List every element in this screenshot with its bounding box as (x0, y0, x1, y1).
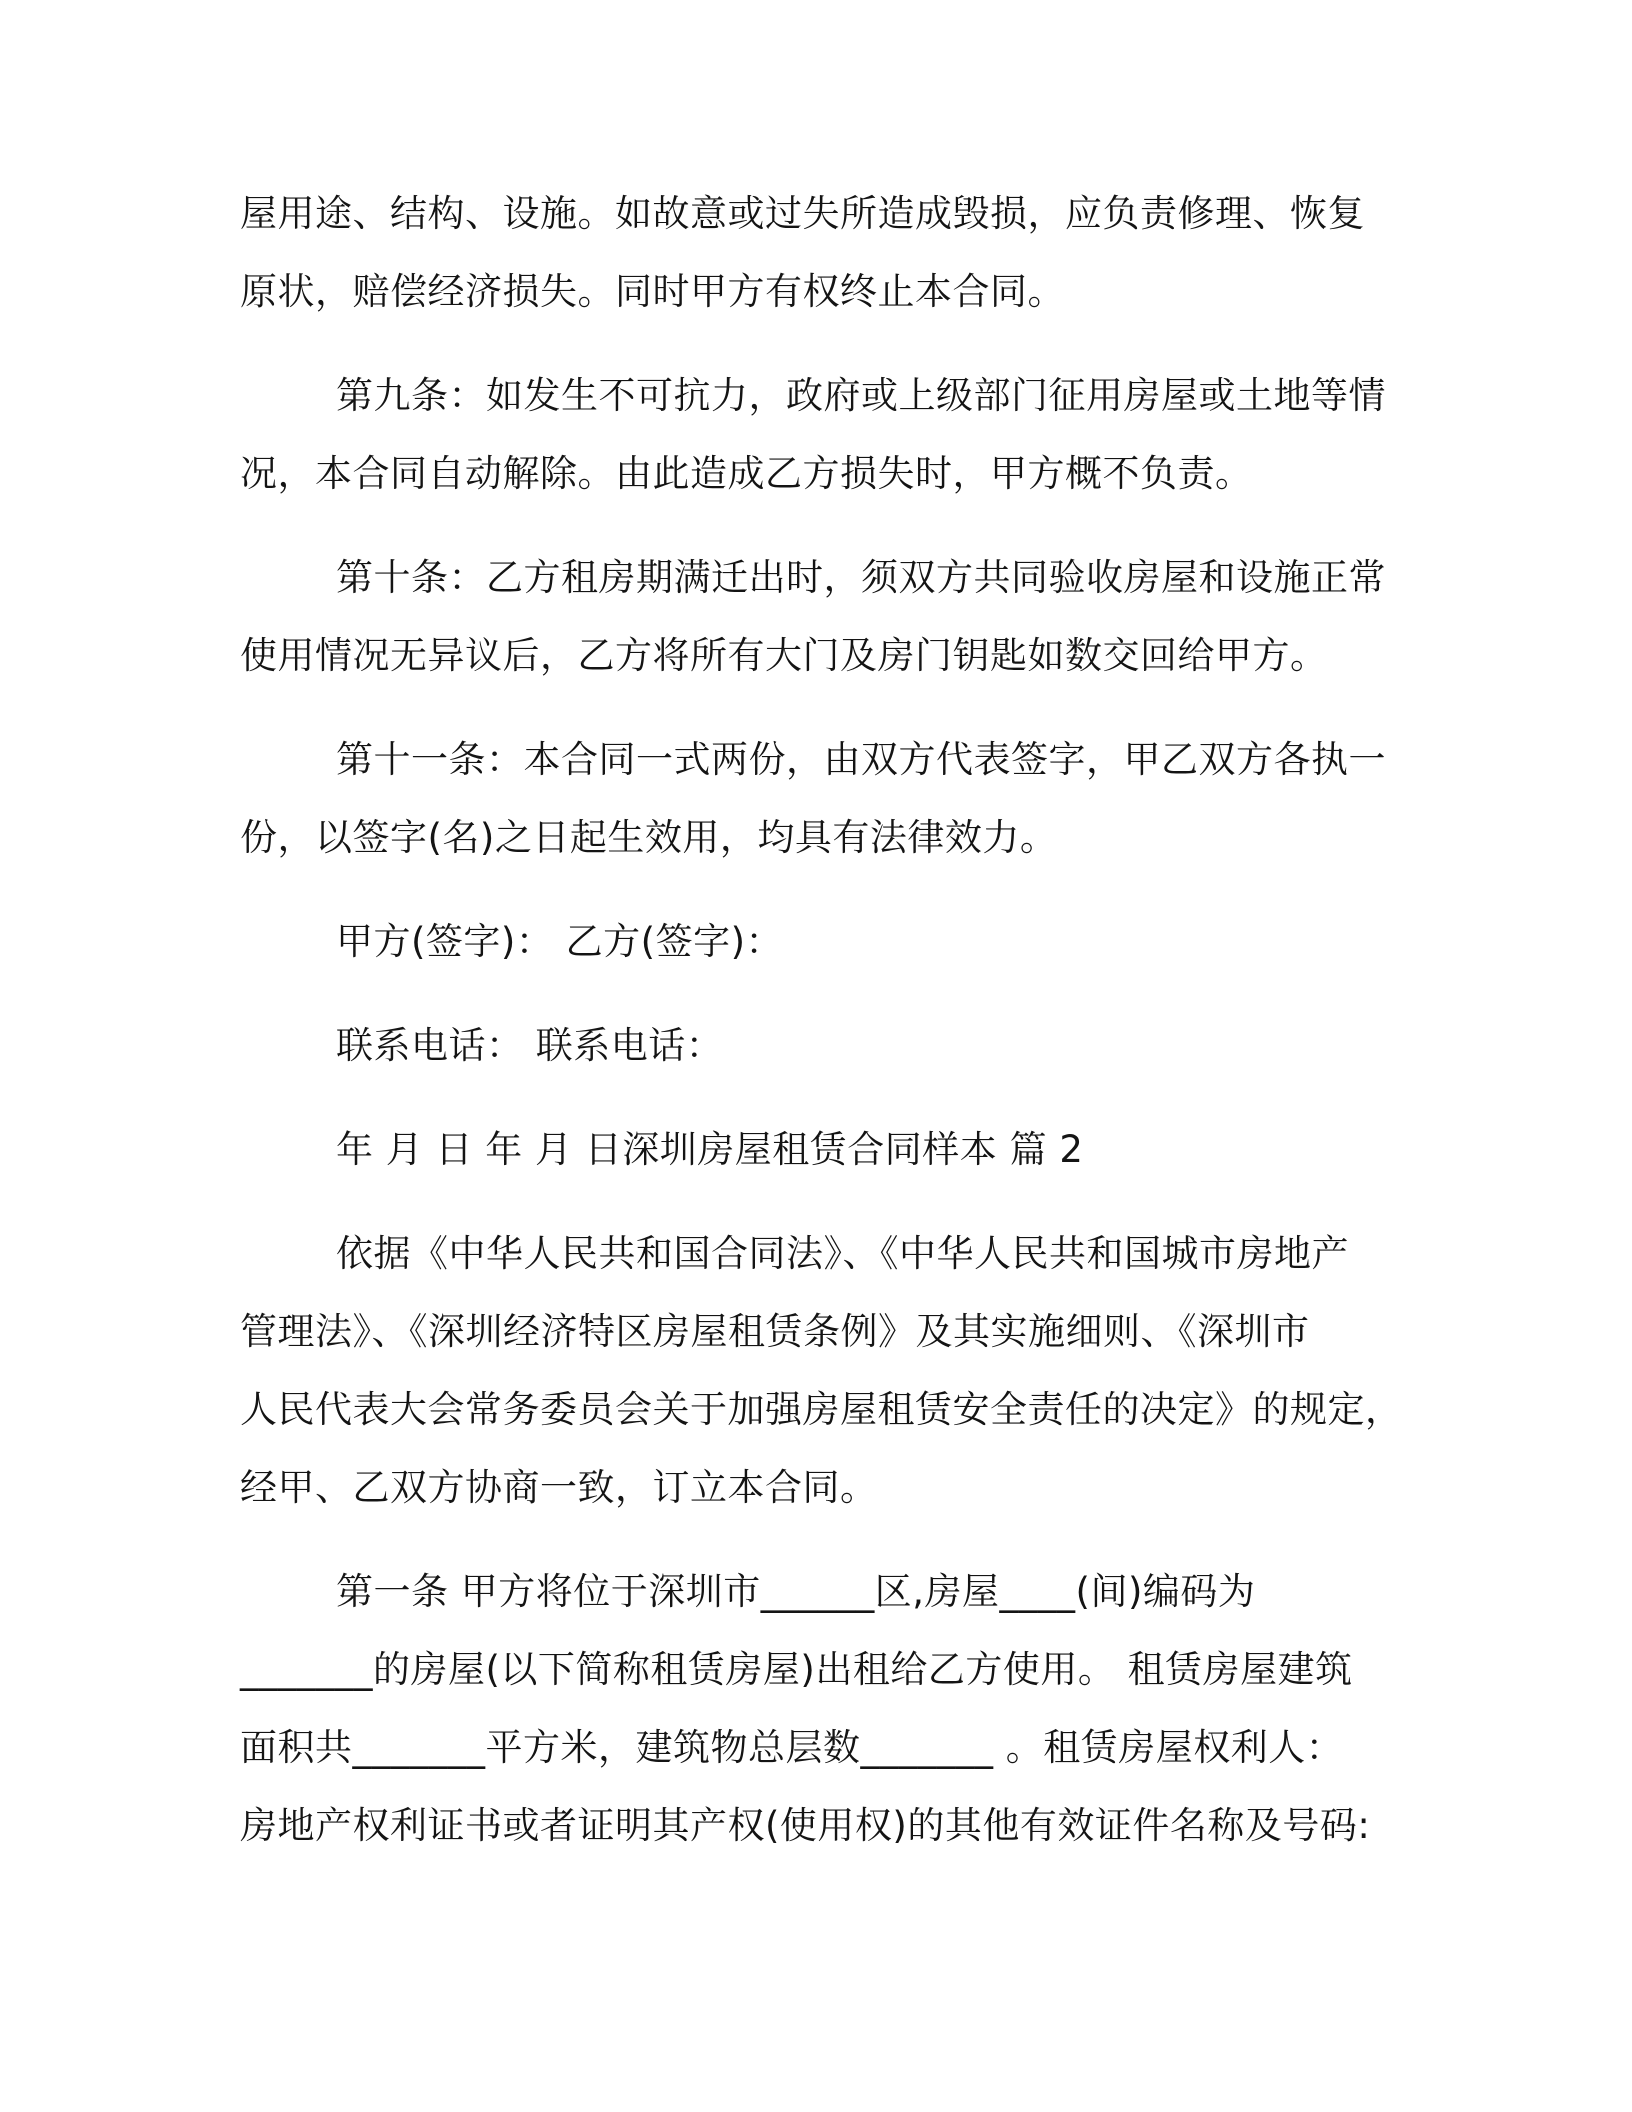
text-line: _______的房屋(以下简称租赁房屋)出租给乙方使用。 租赁房屋建筑 (240, 1648, 1353, 1691)
clause-11-line: 第十一条：本合同一式两份，由双方代表签字，甲乙双方各执一 (336, 738, 1386, 781)
text-line: 房地产权利证书或者证明其产权(使用权)的其他有效证件名称及号码: (240, 1804, 1371, 1847)
text-line: 份，以签字(名)之日起生效用，均具有法律效力。 (240, 816, 1058, 859)
clause-1-line: 第一条 甲方将位于深圳市______区,房屋____(间)编码为 (336, 1570, 1256, 1613)
text-line: 管理法》、《深圳经济特区房屋租赁条例》及其实施细则、《深圳市 (240, 1310, 1310, 1353)
section-heading: 年 月 日 年 月 日深圳房屋租赁合同样本 篇 2 (336, 1128, 1084, 1171)
text-line: 况，本合同自动解除。由此造成乙方损失时，甲方概不负责。 (240, 452, 1253, 495)
text-line: 原状，赔偿经济损失。同时甲方有权终止本合同。 (240, 270, 1065, 313)
phone-line: 联系电话： 联系电话： (336, 1024, 724, 1067)
clause-10-line: 第十条：乙方租房期满迁出时，须双方共同验收房屋和设施正常 (336, 556, 1386, 599)
text-line: 面积共_______平方米，建筑物总层数_______ 。租赁房屋权利人： (240, 1726, 1344, 1769)
text-line: 经甲、乙双方协商一致，订立本合同。 (240, 1466, 878, 1509)
text-line: 人民代表大会常务委员会关于加强房屋租赁安全责任的决定》的规定， (240, 1388, 1403, 1431)
preamble-line: 依据《中华人民共和国合同法》、《中华人民共和国城市房地产 (336, 1232, 1349, 1275)
clause-9-line: 第九条：如发生不可抗力，政府或上级部门征用房屋或土地等情 (336, 374, 1386, 417)
signature-line: 甲方(签字)： 乙方(签字)： (336, 920, 784, 963)
text-line: 屋用途、结构、设施。如故意或过失所造成毁损，应负责修理、恢复 (240, 192, 1365, 235)
text-line: 使用情况无异议后，乙方将所有大门及房门钥匙如数交回给甲方。 (240, 634, 1328, 677)
